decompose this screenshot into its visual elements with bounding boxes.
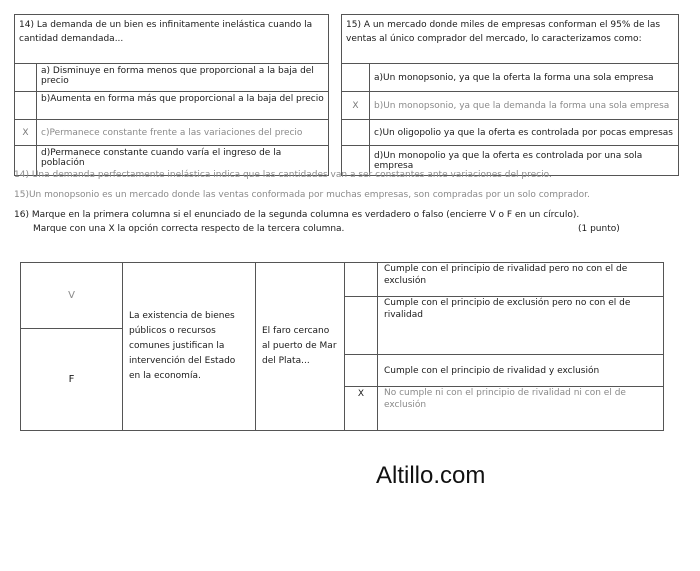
false-option-cell[interactable]: F	[21, 329, 123, 431]
option-text: Cumple con el principio de rivalidad pero no con el de exclusión	[378, 263, 664, 297]
question-14-table	[14, 14, 329, 176]
question-16-instruction-2: Marque con una X la opción correcta respecto de la tercera columna.	[33, 224, 345, 234]
option-text: b)Un monopsonio, ya que la demanda la forma una sola empresa	[370, 92, 679, 120]
option-mark[interactable]	[345, 297, 378, 355]
option-mark[interactable]	[345, 263, 378, 297]
site-brand: Altillo.com	[376, 462, 486, 489]
option-mark: X	[342, 92, 370, 120]
option-mark	[15, 64, 37, 92]
option-mark[interactable]: X	[345, 387, 378, 431]
option-text: Cumple con el principio de exclusión pero no con el de rivalidad	[378, 297, 664, 355]
option-mark: X	[15, 120, 37, 146]
option-text: a)Un monopsonio, ya que la oferta la forma una sola empresa	[370, 64, 679, 92]
option-text: Cumple con el principio de rivalidad y exclusión	[378, 355, 664, 387]
question-14-prompt: 14) La demanda de un bien es infinitamente inelástica cuando la cantidad demandada...	[15, 15, 329, 64]
option-mark[interactable]	[345, 355, 378, 387]
question-16-instruction: 16) Marque en la primera columna si el enunciado de la segunda columna es verdadero o falso (encierre V o F en un círculo).	[14, 210, 580, 220]
option-text: c)Un oligopolio ya que la oferta es controlada por pocas empresas	[370, 120, 679, 146]
option-text: a) Disminuye en forma menos que proporcional a la baja del precio	[37, 64, 329, 92]
option-text: d)Permanece constante cuando varía el ingreso de la población	[37, 146, 329, 176]
option-mark	[342, 120, 370, 146]
option-text: d)Un monopolio ya que la oferta es controlada por una sola empresa	[370, 146, 679, 176]
question-15-table	[341, 14, 679, 176]
question-15-prompt: 15) A un mercado donde miles de empresas conforman el 95% de las ventas al único comprador del mercado, lo caracterizamos como:	[342, 15, 679, 64]
statement-cell: La existencia de bienes públicos o recursos comunes justifican la intervención del Estado en la economía.	[123, 263, 256, 431]
option-mark	[342, 64, 370, 92]
answer-note-14: 14) Una demanda perfectamente inelástica indica que las cantidades van a ser constantes ante variaciones del precio.	[14, 170, 552, 180]
option-text: b)Aumenta en forma más que proporcional a la baja del precio	[37, 92, 329, 120]
question-16-points: (1 punto)	[578, 224, 620, 234]
answer-note-15: 15)Un monopsonio es un mercado donde las ventas conformada por muchas empresas, son compradas por un solo comprador.	[14, 190, 590, 200]
question-16-table	[20, 262, 664, 431]
option-mark	[15, 92, 37, 120]
case-cell: El faro cercano al puerto de Mar del Plata...	[256, 263, 345, 431]
option-text: c)Permanece constante frente a las variaciones del precio	[37, 120, 329, 146]
true-option-cell[interactable]: V	[21, 263, 123, 329]
option-text: No cumple ni con el principio de rivalidad ni con el de exclusión	[378, 387, 664, 431]
